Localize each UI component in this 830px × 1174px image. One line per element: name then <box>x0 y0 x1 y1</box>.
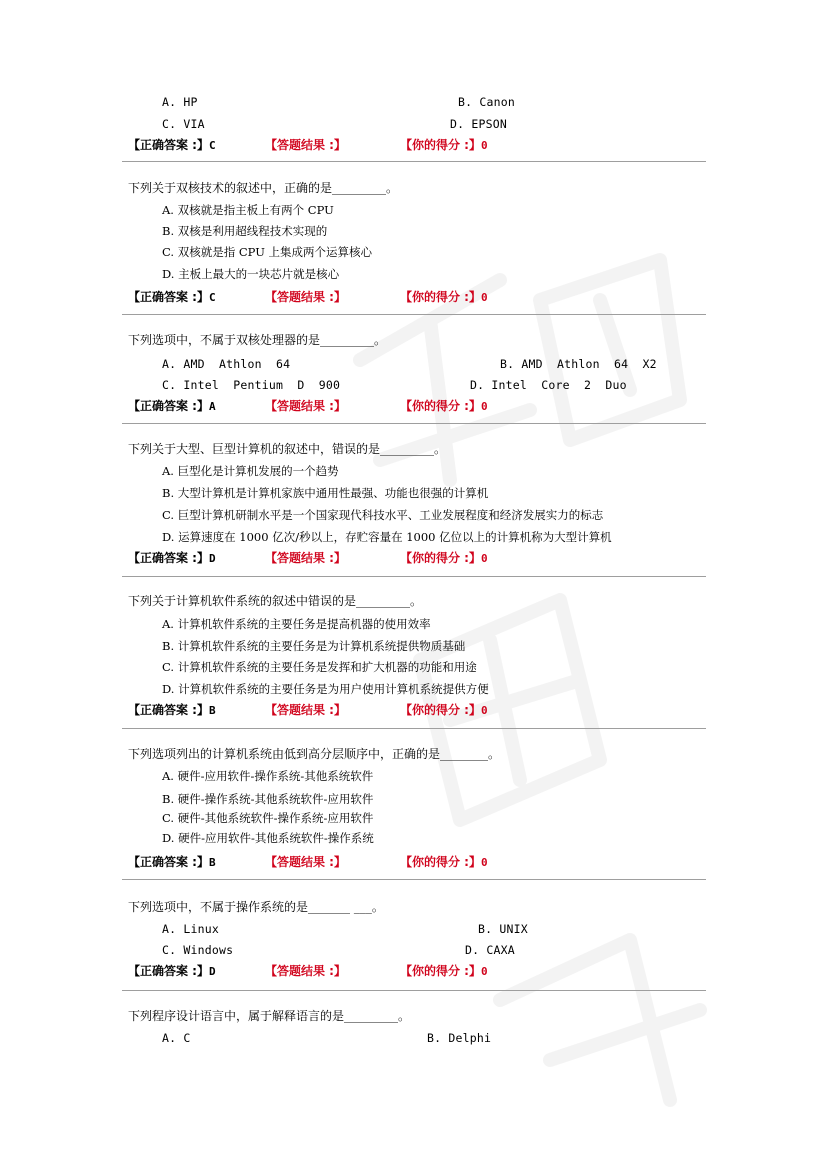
option-d: D. 主板上最大的一块芯片就是核心 <box>162 267 340 281</box>
score-line <box>400 287 488 307</box>
option-b: B. 双核是利用超线程技术实现的 <box>162 224 328 238</box>
score-value: 0 <box>480 856 488 869</box>
option-a: A. 计算机软件系统的主要任务是提高机器的使用效率 <box>162 617 431 631</box>
correct-answer-label: 【正确答案 :】 <box>128 290 209 304</box>
option-d: D. CAXA <box>465 943 515 957</box>
correct-answer-line <box>128 287 216 307</box>
option-a: A. 双核就是指主板上有两个 CPU <box>162 203 334 217</box>
correct-answer-value: B <box>208 704 216 717</box>
score-label: 【你的得分 :】 <box>400 964 481 978</box>
score-label: 【你的得分 :】 <box>400 138 481 152</box>
option-c: C. 硬件-其他系统软件-操作系统-应用软件 <box>162 811 374 825</box>
separator <box>122 576 706 577</box>
answer-result-label: 【答题结果 :】 <box>265 703 346 717</box>
correct-answer-label: 【正确答案 :】 <box>128 964 209 978</box>
option-d: D. EPSON <box>450 117 507 131</box>
answer-result-label: 【答题结果 :】 <box>265 138 346 152</box>
option-b: B. AMD Athlon 64 X2 <box>500 357 657 371</box>
answer-result-label: 【答题结果 :】 <box>265 964 346 978</box>
option-c: C. Intel Pentium D 900 <box>162 378 341 392</box>
correct-answer-value: B <box>208 856 216 869</box>
score-value: 0 <box>480 400 488 413</box>
option-a: A. Linux <box>162 922 219 936</box>
score-line <box>400 700 488 720</box>
score-label: 【你的得分 :】 <box>400 703 481 717</box>
correct-answer-label: 【正确答案 :】 <box>128 551 209 565</box>
option-b: B. 计算机软件系统的主要任务是为计算机系统提供物质基础 <box>162 639 466 653</box>
option-b: B. Canon <box>458 95 515 109</box>
question-stem: 下列程序设计语言中，属于解释语言的是_________。 <box>128 1009 411 1023</box>
correct-answer-value: C <box>208 139 216 152</box>
answer-result-label: 【答题结果 :】 <box>265 551 346 565</box>
separator <box>122 990 706 991</box>
score-value: 0 <box>480 139 488 152</box>
option-d: D. 计算机软件系统的主要任务是为用户使用计算机系统提供方便 <box>162 682 489 696</box>
score-label: 【你的得分 :】 <box>400 855 481 869</box>
score-label: 【你的得分 :】 <box>400 551 481 565</box>
option-a: A. AMD Athlon 64 <box>162 357 291 371</box>
score-line <box>400 396 488 416</box>
correct-answer-value: D <box>208 552 216 565</box>
score-line <box>400 852 488 872</box>
option-b: B. 硬件-操作系统-其他系统软件-应用软件 <box>162 792 374 806</box>
answer-result-label: 【答题结果 :】 <box>265 855 346 869</box>
separator <box>122 423 706 424</box>
option-d: D. 运算速度在 1000 亿次/秒以上，存贮容量在 1000 亿位以上的计算机称为大型计算机 <box>162 530 612 544</box>
correct-answer-label: 【正确答案 :】 <box>128 399 209 413</box>
correct-answer-line <box>128 548 216 568</box>
correct-answer-line <box>128 396 216 416</box>
option-a: A. 硬件-应用软件-操作系统-其他系统软件 <box>162 769 374 783</box>
option-c: C. 计算机软件系统的主要任务是发挥和扩大机器的功能和用途 <box>162 660 477 674</box>
correct-answer-label: 【正确答案 :】 <box>128 855 209 869</box>
option-a: A. 巨型化是计算机发展的一个趋势 <box>162 464 339 478</box>
option-d: D. Intel Core 2 Duo <box>470 378 627 392</box>
option-c: C. 双核就是指 CPU 上集成两个运算核心 <box>162 245 373 259</box>
option-b: B. 大型计算机是计算机家族中通用性最强、功能也很强的计算机 <box>162 486 489 500</box>
score-line <box>400 135 488 155</box>
option-a: A. HP <box>162 95 198 109</box>
score-value: 0 <box>480 291 488 304</box>
option-c: C. 巨型计算机研制水平是一个国家现代科技水平、工业发展程度和经济发展实力的标志 <box>162 508 604 522</box>
correct-answer-line <box>128 852 216 872</box>
option-b: B. UNIX <box>478 922 528 936</box>
correct-answer-label: 【正确答案 :】 <box>128 138 209 152</box>
score-label: 【你的得分 :】 <box>400 290 481 304</box>
score-value: 0 <box>480 552 488 565</box>
question-stem: 下列关于计算机软件系统的叙述中错误的是_________。 <box>128 594 423 608</box>
option-a: A. C <box>162 1031 191 1045</box>
separator <box>122 161 706 162</box>
option-c: C. Windows <box>162 943 234 957</box>
correct-answer-line <box>128 961 216 981</box>
answer-result-label: 【答题结果 :】 <box>265 290 346 304</box>
score-value: 0 <box>480 965 488 978</box>
correct-answer-line <box>128 700 216 720</box>
score-line <box>400 548 488 568</box>
score-line <box>400 961 488 981</box>
question-stem: 下列选项中，不属于操作系统的是_______ ___。 <box>128 900 384 914</box>
question-stem: 下列选项列出的计算机系统由低到高分层顺序中，正确的是________。 <box>128 747 501 761</box>
separator <box>122 728 706 729</box>
correct-answer-value: C <box>208 291 216 304</box>
correct-answer-value: D <box>208 965 216 978</box>
correct-answer-line <box>128 135 216 155</box>
separator <box>122 314 706 315</box>
separator <box>122 879 706 880</box>
option-b: B. Delphi <box>427 1031 492 1045</box>
answer-result-label: 【答题结果 :】 <box>265 399 346 413</box>
option-c: C. VIA <box>162 117 205 131</box>
question-stem: 下列关于大型、巨型计算机的叙述中，错误的是_________。 <box>128 442 447 456</box>
score-value: 0 <box>480 704 488 717</box>
score-label: 【你的得分 :】 <box>400 399 481 413</box>
option-d: D. 硬件-应用软件-其他系统软件-操作系统 <box>162 831 374 845</box>
correct-answer-value: A <box>208 400 216 413</box>
question-stem: 下列选项中，不属于双核处理器的是_________。 <box>128 333 387 347</box>
correct-answer-label: 【正确答案 :】 <box>128 703 209 717</box>
question-stem: 下列关于双核技术的叙述中，正确的是_________。 <box>128 181 399 195</box>
